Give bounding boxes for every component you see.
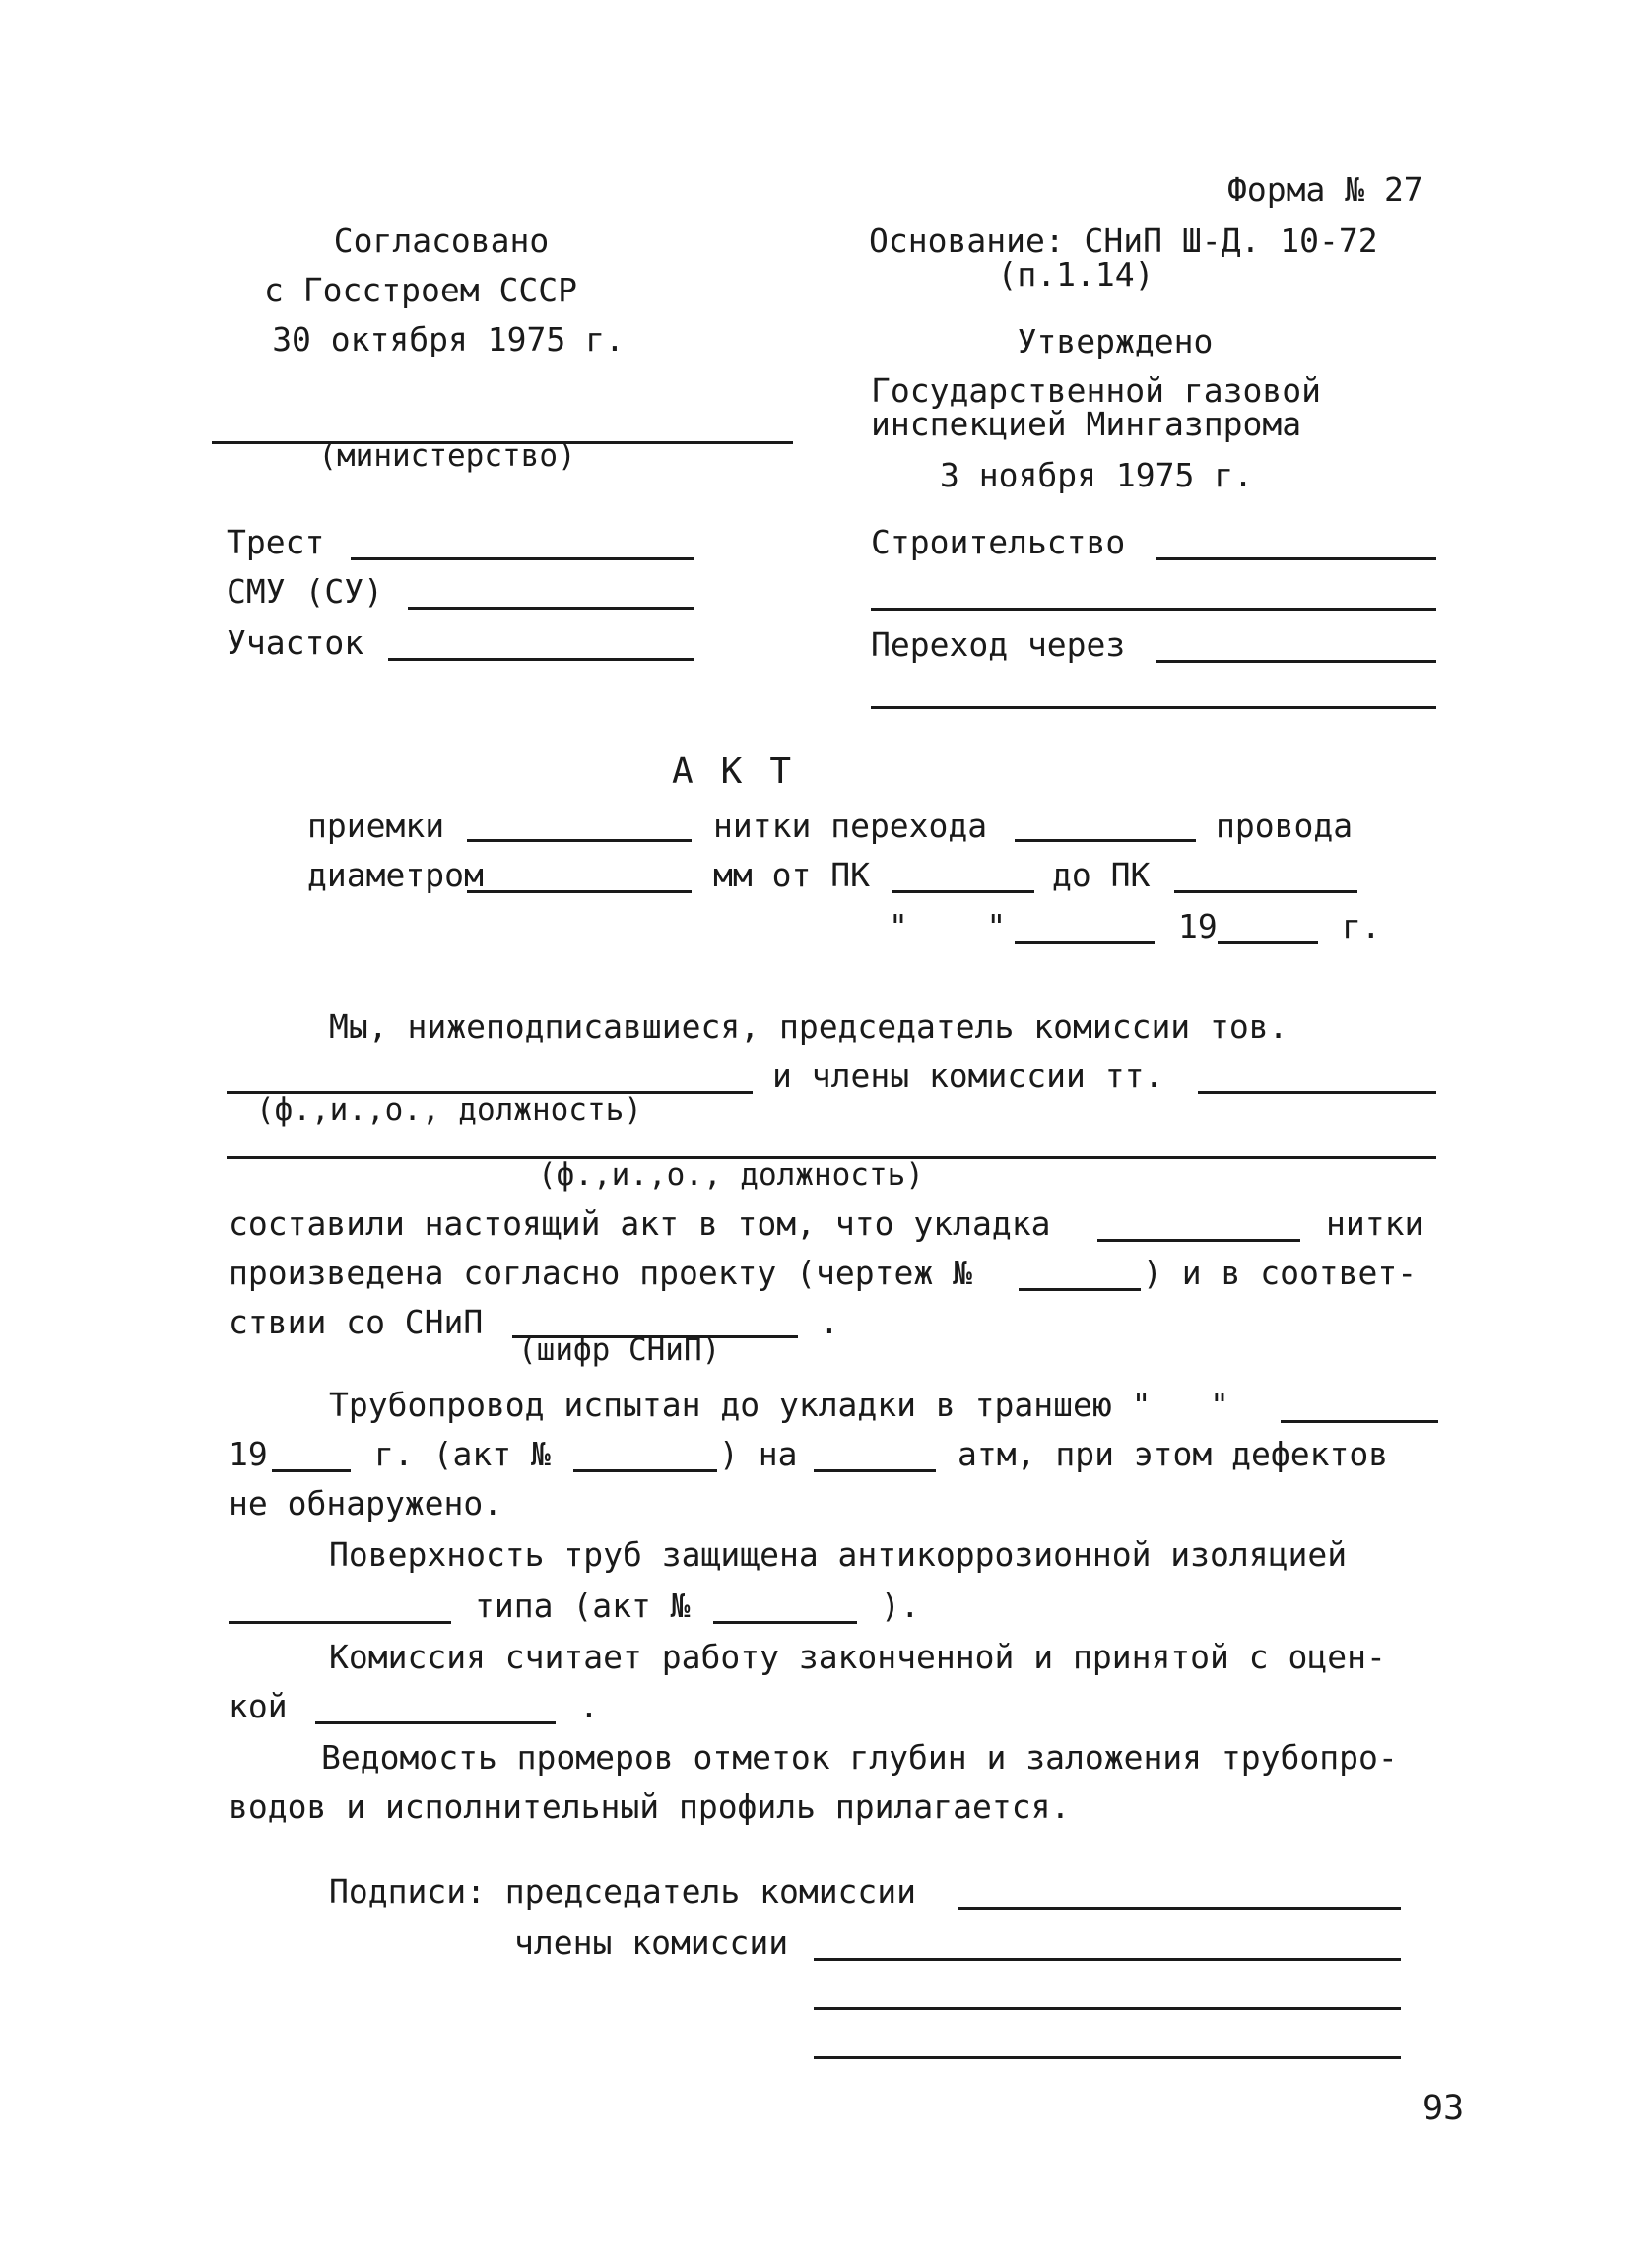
trench-date-blank xyxy=(1281,1420,1438,1423)
members-label: члены комиссии xyxy=(514,1923,789,1962)
approved-line2: Государственной газовой xyxy=(871,371,1321,410)
insulation-act-blank xyxy=(713,1621,857,1624)
pressure-blank xyxy=(814,1469,936,1472)
body-p2b: произведена согласно проекту (чертеж № xyxy=(229,1254,972,1292)
test-year-blank xyxy=(272,1469,351,1472)
section-label: Участок xyxy=(227,623,364,662)
basis-line1: Основание: СНиП Ш-Д. 10-72 xyxy=(869,222,1378,260)
body-p2b-end: ) и в соответ- xyxy=(1143,1254,1418,1292)
act-crossing-blank xyxy=(1015,839,1196,842)
construction-blank xyxy=(1156,557,1436,560)
member-signature-line-2 xyxy=(814,2007,1401,2010)
act-pipeline: провода xyxy=(1216,807,1354,845)
act-date-g: г. xyxy=(1342,907,1381,945)
act-from-pk: мм от ПК xyxy=(713,856,870,894)
act-date-quotes: " " xyxy=(889,907,1007,945)
body-p3c: не обнаружено. xyxy=(229,1484,503,1523)
act-diameter: диаметром xyxy=(307,856,484,894)
laying-blank xyxy=(1097,1239,1300,1242)
body-p3b-year: 19 xyxy=(229,1435,268,1473)
basis-line2: (п.1.14) xyxy=(997,255,1155,293)
act-to-pk-blank xyxy=(1174,890,1357,893)
body-p4b: типа (акт № xyxy=(475,1587,691,1625)
agreed-line1: Согласовано xyxy=(333,222,550,260)
insulation-blank xyxy=(229,1621,451,1624)
form-number: Форма № 27 xyxy=(1227,170,1423,209)
body-p3a: Трубопровод испытан до укладки в траншею " " xyxy=(329,1386,1229,1424)
approved-line3: инспекцией Мингазпрома xyxy=(871,405,1302,443)
approved-line4: 3 ноября 1975 г. xyxy=(940,456,1253,494)
crossing-label: Переход через xyxy=(871,625,1126,664)
body-p4b-end: ). xyxy=(881,1587,920,1625)
act-from-pk-blank xyxy=(892,890,1034,893)
body-p6b: водов и исполнительный профиль прилагается. xyxy=(229,1787,1071,1826)
member-signature-line-3 xyxy=(814,2056,1401,2059)
body-p3b-on: ) на xyxy=(719,1435,798,1473)
body-p1: Мы, нижеподписавшиеся, председатель комиссии тов. xyxy=(329,1007,1289,1046)
act-date-year: 19 xyxy=(1178,907,1218,945)
grade-blank xyxy=(315,1721,556,1724)
caption-fio-1: (ф.,и.,о., должность) xyxy=(256,1092,642,1128)
body-p3b-act: г. (акт № xyxy=(374,1435,551,1473)
trust-label: Трест xyxy=(227,523,325,561)
act-to-pk: до ПК xyxy=(1052,856,1151,894)
act-date-year-blank xyxy=(1218,941,1318,944)
body-p6a: Ведомость промеров отметок глубин и заложения трубопро- xyxy=(321,1738,1398,1777)
act-crossing-thread: нитки перехода xyxy=(713,807,988,845)
agreed-line3: 30 октября 1975 г. xyxy=(272,320,625,358)
smu-blank xyxy=(408,607,694,610)
act-thread-blank xyxy=(467,839,692,842)
members-blank xyxy=(1198,1091,1436,1094)
body-p2c: ствии со СНиП xyxy=(229,1303,484,1341)
body-p1b: и члены комиссии тт. xyxy=(772,1057,1164,1095)
smu-label: СМУ (СУ) xyxy=(227,572,383,611)
body-p5b: кой xyxy=(229,1687,288,1725)
body-p3b-atm: атм, при этом дефектов xyxy=(958,1435,1389,1473)
section-blank xyxy=(388,658,694,661)
act-diameter-blank xyxy=(467,890,692,893)
body-p2a: составили настоящий акт в том, что укладка xyxy=(229,1204,1051,1243)
construction-label: Строительство xyxy=(871,523,1126,561)
signatures-label: Подписи: председатель комиссии xyxy=(329,1872,917,1911)
test-act-blank xyxy=(573,1469,717,1472)
body-p4a: Поверхность труб защищена антикоррозионной изоляцией xyxy=(329,1535,1348,1574)
approved-line1: Утверждено xyxy=(1017,322,1214,360)
agreed-line2: с Госстроем СССР xyxy=(264,271,577,309)
crossing-blank xyxy=(1156,660,1436,663)
ministry-caption: (министерство) xyxy=(318,438,576,474)
act-title: АКТ xyxy=(672,751,820,792)
page-number: 93 xyxy=(1422,2089,1465,2128)
chairman-signature-line xyxy=(958,1907,1401,1910)
caption-fio-2: (ф.,и.,о., должность) xyxy=(538,1157,924,1193)
trust-blank xyxy=(351,557,694,560)
construction-blank-2 xyxy=(871,608,1436,611)
body-p5b-dot: . xyxy=(579,1687,599,1725)
member-signature-line-1 xyxy=(814,1958,1401,1961)
act-acceptance: приемки xyxy=(307,807,445,845)
body-p2c-dot: . xyxy=(820,1303,839,1341)
body-p2a-end: нитки xyxy=(1326,1204,1424,1243)
caption-snip: (шифр СНиП) xyxy=(518,1332,721,1368)
drawing-number-blank xyxy=(1019,1288,1141,1291)
act-date-day-blank xyxy=(1015,941,1155,944)
body-p5a: Комиссия считает работу законченной и принятой с оцен- xyxy=(329,1638,1386,1676)
crossing-blank-2 xyxy=(871,706,1436,709)
